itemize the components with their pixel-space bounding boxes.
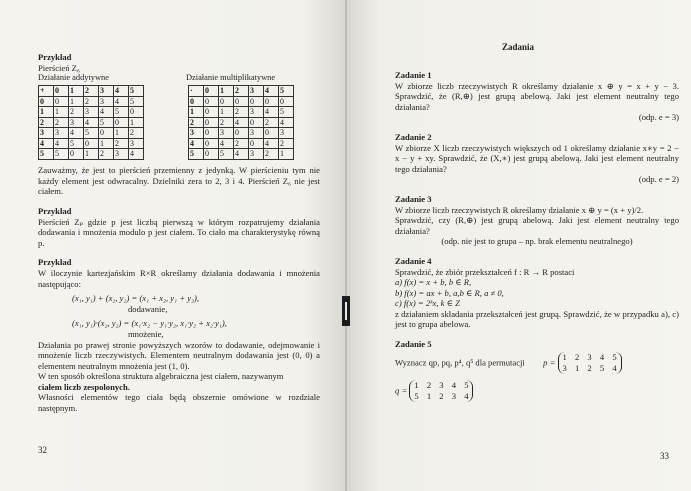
next-chapter-note: Własności elementów tego ciała będą obszernie omówione w rozdziale następnym. xyxy=(38,392,320,414)
addition-table-cell: 2 xyxy=(39,117,54,128)
addition-table-cell: 3 xyxy=(54,128,69,139)
addition-table-cell: 0 xyxy=(69,149,84,160)
addition-table-cell: 0 xyxy=(84,138,99,149)
ring-title: Pierścień Z₆ xyxy=(38,62,80,73)
addition-table xyxy=(38,85,144,160)
permutation-q-bottom: 5 1 2 3 4 xyxy=(414,390,469,401)
complex-numbers-term: ciałem liczb zespolonych. xyxy=(38,381,130,392)
multiplication-table-cell: 2 xyxy=(264,117,279,128)
multiplication-table-cell: 0 xyxy=(249,138,264,149)
addition-table-cell: 1 xyxy=(129,117,144,128)
addition-table-cell: 4 xyxy=(69,128,84,139)
multiplication-table-row xyxy=(189,149,294,160)
zp-field-paragraph: Pierścień Zₚ gdzie p jest liczbą pierwszą w którym rozpatrujemy działania dodawania i mnożenia modulo p jest ciałem. To ciało ma charakterystykę równą p. xyxy=(38,216,320,248)
multiplication-table-cell: 4 xyxy=(234,149,249,160)
complex-intro-text: W ten sposób określona struktura algebraiczna jest ciałem, nazywanym xyxy=(38,371,284,382)
addition-table-cell: 3 xyxy=(99,96,114,107)
multiplication-table-cell: 0 xyxy=(264,128,279,139)
complex-intro xyxy=(38,371,320,392)
multiplication-table-cell: 2 xyxy=(234,107,249,118)
permutation-q-top: 1 2 3 4 5 xyxy=(414,379,469,390)
addition-table-cell: 4 xyxy=(114,86,129,97)
multiplicative-caption: Działanie multiplikatywne xyxy=(186,73,276,83)
multiplication-table-cell: 0 xyxy=(249,117,264,128)
addition-table-cell: 3 xyxy=(39,128,54,139)
permutation-q xyxy=(409,380,473,402)
addition-table-cell: 1 xyxy=(69,86,84,97)
addition-table-cell: 3 xyxy=(84,107,99,118)
multiplication-table-cell: 3 xyxy=(249,86,264,97)
addition-formula: (x₁, y₁) + (x₂, y₂) = (x₁ + x₂, y₁ + y₂), xyxy=(72,293,200,304)
multiplication-table-cell: 1 xyxy=(219,107,234,118)
multiplication-table-cell: 4 xyxy=(264,107,279,118)
addition-table-cell: 5 xyxy=(69,138,84,149)
addition-table-cell: 1 xyxy=(69,96,84,107)
addition-table-cell: 4 xyxy=(129,149,144,160)
multiplication-table-cell: 1 xyxy=(219,86,234,97)
multiplication-table-cell: 0 xyxy=(204,138,219,149)
book-spine xyxy=(345,0,347,491)
exercise-5-line xyxy=(395,352,679,374)
addition-table-cell: 0 xyxy=(99,128,114,139)
addition-table-cell: 5 xyxy=(129,96,144,107)
multiplication-table-cell: 5 xyxy=(279,86,294,97)
multiplication-table-cell: 5 xyxy=(189,149,204,160)
addition-table-cell: 0 xyxy=(39,96,54,107)
exercise-4-item-a: a) f(x) = x + b, b ∈ R, xyxy=(395,277,472,288)
exercise-3-heading: Zadanie 3 xyxy=(395,193,432,204)
addition-table-cell: 2 xyxy=(84,86,99,97)
addition-table-cell: 1 xyxy=(54,107,69,118)
multiplication-table-cell: 0 xyxy=(204,96,219,107)
addition-table-cell: 5 xyxy=(54,149,69,160)
multiplication-table-cell: 2 xyxy=(234,138,249,149)
multiplication-table-cell: 0 xyxy=(279,96,294,107)
addition-table-row xyxy=(39,149,144,160)
exercise-4-text: Sprawdzić, że zbiór przekształceń f : R → R postaci xyxy=(395,266,575,277)
addition-table-cell: 1 xyxy=(84,149,99,160)
addition-table-cell: 5 xyxy=(114,107,129,118)
addition-table-cell: 0 xyxy=(54,96,69,107)
example-heading: Przykład xyxy=(38,52,72,62)
left-page-content xyxy=(38,52,320,414)
addition-table-cell: 0 xyxy=(114,117,129,128)
exercise-2-answer: (odp. e = 2) xyxy=(638,174,679,185)
exercise-3-text-a: W zbiorze liczb rzeczywistych R określamy działanie x ⊕ y = (x + y)/2. xyxy=(395,204,644,215)
multiplication-table-cell: 0 xyxy=(204,86,219,97)
operation-tables xyxy=(38,73,320,165)
multiplication-table-cell: 3 xyxy=(249,149,264,160)
addition-table-row xyxy=(39,128,144,139)
addition-table-cell: 2 xyxy=(84,96,99,107)
multiplication-table-cell: 1 xyxy=(189,107,204,118)
right-page-content xyxy=(395,70,679,402)
multiplication-table-cell: 2 xyxy=(219,117,234,128)
permutation-q-line xyxy=(395,380,679,402)
multiplication-table-cell: 1 xyxy=(279,149,294,160)
addition-table-cell: 2 xyxy=(69,107,84,118)
exercise-1-answer: (odp. e = 3) xyxy=(638,112,679,123)
addition-table-cell: 2 xyxy=(99,149,114,160)
multiplication-table-cell: 4 xyxy=(234,117,249,128)
addition-table-cell: 4 xyxy=(84,117,99,128)
multiplication-table-cell: 3 xyxy=(249,107,264,118)
multiplication-table-row xyxy=(189,117,294,128)
multiplication-table-cell: 2 xyxy=(264,149,279,160)
example-heading-2: Przykład xyxy=(38,205,72,216)
addition-table-cell: 3 xyxy=(114,149,129,160)
addition-table-row xyxy=(39,96,144,107)
exercise-4-item-c: c) f(x) = 2ᵏx, k ∈ Z xyxy=(395,298,460,309)
multiplication-table-cell: 3 xyxy=(279,128,294,139)
additive-caption: Działanie addytywne xyxy=(38,73,109,83)
addition-table-cell: 3 xyxy=(129,138,144,149)
exercise-3-text-b: Sprawdzić, czy (R,⊕) jest grupą abelową. Jaki jest element neutralny tego działania? xyxy=(395,215,679,236)
addition-table-cell: 4 xyxy=(114,96,129,107)
permutation-p-top: 1 2 3 4 5 xyxy=(562,351,617,362)
addition-table-row xyxy=(39,86,144,97)
multiplication-table-row xyxy=(189,96,294,107)
multiplication-table-cell: 4 xyxy=(219,138,234,149)
addition-table-cell: 2 xyxy=(54,117,69,128)
multiplication-table-cell: 0 xyxy=(189,96,204,107)
permutation-q-label: q = xyxy=(395,385,408,396)
multiplication-table-row xyxy=(189,138,294,149)
binder-clip xyxy=(342,296,350,326)
multiplication-table-row xyxy=(189,128,294,139)
multiplication-table-cell: 4 xyxy=(189,138,204,149)
multiplication-table-cell: 0 xyxy=(264,96,279,107)
addition-table-cell: 2 xyxy=(114,138,129,149)
addition-table-cell: 4 xyxy=(39,138,54,149)
operations-explanation: Działania po prawej stronie powyższych wzorów to dodawanie, odejmowanie i mnożenie liczb rzeczywistych. Elementem neutralnym dodawania jest (0, 0) a elementem neutralnym mnożenia jest (1, 0). xyxy=(38,339,320,371)
addition-table-cell: 5 xyxy=(39,149,54,160)
addition-table-cell: 5 xyxy=(84,128,99,139)
left-page xyxy=(0,0,345,491)
multiplication-table-cell: 3 xyxy=(249,128,264,139)
multiplication-table-row xyxy=(189,107,294,118)
multiplication-table xyxy=(188,85,294,160)
addition-table-cell: 2 xyxy=(129,128,144,139)
addition-table-cell: 3 xyxy=(99,86,114,97)
multiplication-table-row xyxy=(189,86,294,97)
exercise-4-tail: z działaniem składania przekształceń jest grupą. Sprawdzić, że w przypadku a), c) jest to grupa abelowa. xyxy=(395,308,679,330)
z6-remark: Zauważmy, że jest to pierścień przemienny z jedynką. W pierścieniu tym nie każdy element jest odwracalny. Dzielniki zera to 2, 3 i 4. Pierścień Z₆ nie jest ciałem. xyxy=(38,165,320,197)
multiplication-table-cell: 0 xyxy=(249,96,264,107)
addition-table-cell: 3 xyxy=(69,117,84,128)
exercise-1-text: W zbiorze liczb rzeczywistych R określamy działanie x ⊕ y = x + y − 3. Sprawdzić, że (R,⊕) jest grupą abelową. Jaki jest element neutralny tego działania? xyxy=(395,80,679,112)
multiplication-table-cell: 4 xyxy=(264,86,279,97)
addition-table-cell: 5 xyxy=(99,117,114,128)
multiplication-table-cell: 0 xyxy=(204,149,219,160)
permutation-p-label: p = xyxy=(543,357,556,368)
multiplication-table-cell: 3 xyxy=(219,128,234,139)
addition-table-cell: + xyxy=(39,86,54,97)
addition-table-cell: 1 xyxy=(99,138,114,149)
addition-table-cell: 0 xyxy=(54,86,69,97)
exercise-2-heading: Zadanie 2 xyxy=(395,131,432,142)
multiplication-table-cell: 5 xyxy=(219,149,234,160)
addition-table-cell: 4 xyxy=(99,107,114,118)
addition-table-row xyxy=(39,107,144,118)
multiplication-table-cell: 2 xyxy=(279,138,294,149)
exercise-5-heading: Zadanie 5 xyxy=(395,339,432,350)
exercise-4-heading: Zadanie 4 xyxy=(395,255,432,266)
multiplication-table-cell: 0 xyxy=(204,107,219,118)
addition-table-row xyxy=(39,117,144,128)
section-title: Zadania xyxy=(501,42,534,52)
exercise-1-heading: Zadanie 1 xyxy=(395,70,432,80)
multiplication-table-cell: 4 xyxy=(264,138,279,149)
addition-table-cell: 1 xyxy=(39,107,54,118)
exercise-5-text: Wyznacz qp, pq, p⁴, q⁵ dla permutacji xyxy=(395,357,525,368)
left-page-number: 32 xyxy=(38,445,47,455)
multiplication-table-cell: 5 xyxy=(279,107,294,118)
exercise-4-item-b: b) f(x) = ax + b, a,b ∈ R, a ≠ 0, xyxy=(395,287,504,298)
addition-label: dodawanie, xyxy=(128,303,168,314)
addition-table-cell: 5 xyxy=(129,86,144,97)
addition-table-cell: 0 xyxy=(129,107,144,118)
multiplication-table-cell: 0 xyxy=(219,96,234,107)
multiplication-formula: (x₁, y₁)·(x₂, y₂) = (x₁·x₂ − y₁·y₂, x₁·y₂ + x₂·y₁), xyxy=(72,318,227,329)
multiplication-table-cell: 0 xyxy=(204,128,219,139)
addition-table-cell: 1 xyxy=(114,128,129,139)
exercise-3-answer: (odp. nie jest to grupa – np. brak elementu neutralnego) xyxy=(441,236,633,247)
multiplication-table-cell: 2 xyxy=(189,117,204,128)
multiplication-table-cell: 4 xyxy=(279,117,294,128)
exercise-2-text: W zbiorze X liczb rzeczywistych większych od 1 określamy działanie x∗y = 2 − x − y + xy. Sprawdzić, że (X,∗) jest grupą abelową. Jaki jest element neutralny tego działania? xyxy=(395,142,679,174)
example-heading-3: Przykład xyxy=(38,257,72,268)
permutation-p xyxy=(558,352,622,374)
multiplication-table-cell: 3 xyxy=(189,128,204,139)
multiplication-table-cell: 0 xyxy=(204,117,219,128)
multiplication-table-cell: · xyxy=(189,86,204,97)
multiplication-table-cell: 0 xyxy=(234,128,249,139)
multiplication-label: mnożenie, xyxy=(128,328,164,339)
addition-table-cell: 4 xyxy=(54,138,69,149)
multiplication-table-cell: 2 xyxy=(234,86,249,97)
permutation-p-bottom: 3 1 2 5 4 xyxy=(562,362,617,373)
addition-table-row xyxy=(39,138,144,149)
cartesian-paragraph: W iloczynie kartezjańskim R×R określamy działania dodawania i mnożenia następująco: xyxy=(38,267,320,289)
right-page xyxy=(345,0,691,491)
multiplication-table-cell: 0 xyxy=(234,96,249,107)
right-page-number: 33 xyxy=(660,451,669,461)
